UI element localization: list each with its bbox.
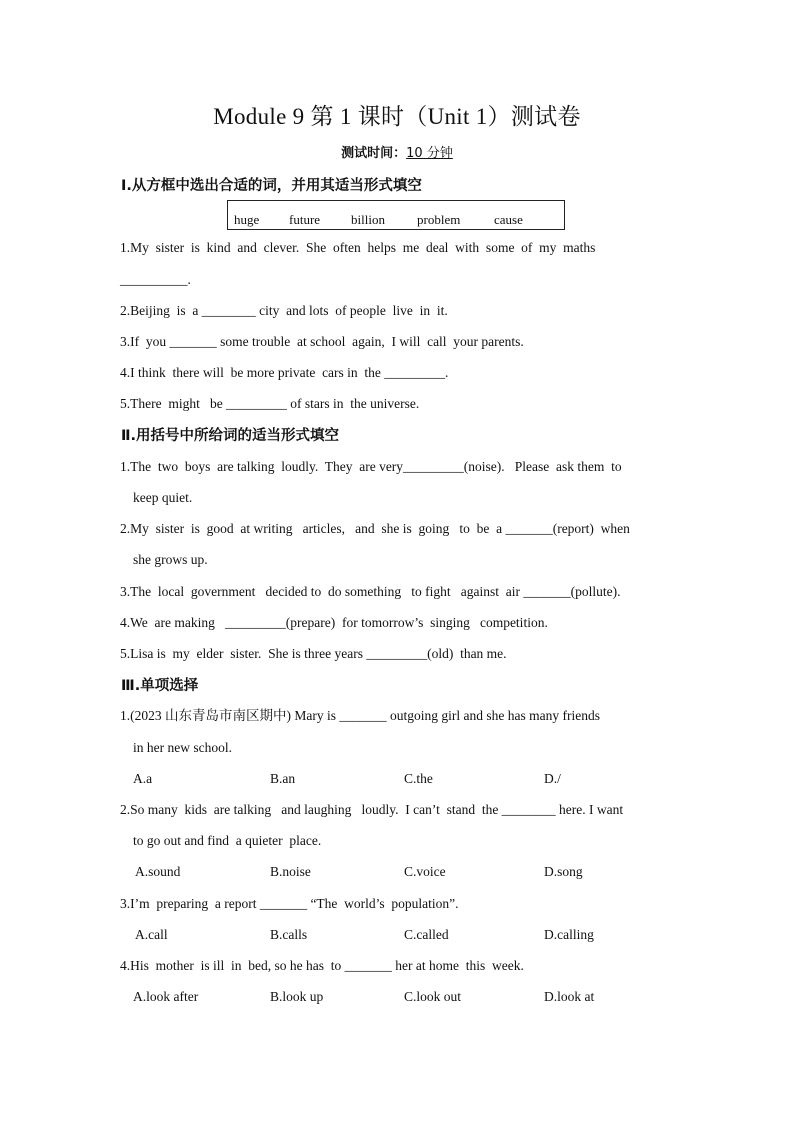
question-continuation: she grows up. [133,552,208,567]
question-line: 5.There might be _________ of stars in the universe. [120,396,420,411]
option-c: C.voice [404,864,446,879]
question-line: 4.We are making _________(prepare) for tomorrow’s singing competition. [120,615,548,630]
test-time-value: 10 分钟 [406,146,453,161]
test-time [0,145,794,163]
page-title: Module 9 第 1 课时（Unit 1）测试卷 [213,104,581,129]
word-box-item: future [289,212,321,227]
option-a: A.call [135,927,168,942]
question-line: 1.My sister is kind and clever. She often helps me deal with some of my maths [120,240,596,255]
option-a: A.look after [133,989,199,1004]
word-box-item: billion [351,212,385,227]
section-2-heading: Ⅱ.用括号中所给词的适当形式填空 [121,428,340,444]
question-continuation: in her new school. [133,740,232,755]
question-line: 3.The local government decided to do something to fight against air _______(pollute). [120,584,621,599]
option-a: A.a [133,771,153,786]
question-line: 5.Lisa is my elder sister. She is three years _________(old) than me. [120,646,507,661]
question-line: 2.So many kids are talking and laughing loudly. I can’t stand the ________ here. I want [120,802,624,817]
option-b: B.look up [270,989,324,1004]
word-box-item: huge [234,212,260,227]
section-3-heading: Ⅲ.单项选择 [121,678,199,694]
question-line: 4.I think there will be more private cars in the _________. [120,365,449,380]
word-box-item: problem [417,212,461,227]
option-d: D.look at [544,989,595,1004]
question-line: 3.If you _______ some trouble at school again, I will call your parents. [120,334,524,349]
option-a: A.sound [135,864,181,879]
question-line: 2.Beijing is a ________ city and lots of people live in it. [120,303,448,318]
word-box-item: cause [494,212,523,227]
option-c: C.look out [404,989,462,1004]
question-continuation: __________. [120,272,191,287]
option-b: B.calls [270,927,308,942]
word-box [227,200,565,230]
section-1-heading: Ⅰ.从方框中选出合适的词，并用其适当形式填空 [121,178,422,194]
question-continuation: keep quiet. [133,490,193,505]
option-d: D.song [544,864,583,879]
option-b: B.an [270,771,296,786]
question-line: 4.His mother is ill in bed, so he has to _______ her at home this week. [120,958,524,973]
option-c: C.the [404,771,433,786]
question-line: 1.The two boys are talking loudly. They are very_________(noise). Please ask them to [120,459,622,474]
test-time-label: 测试时间： [341,146,407,161]
question-continuation: to go out and find a quieter place. [133,833,322,848]
option-c: C.called [404,927,449,942]
question-line: 2.My sister is good at writing articles, and she is going to be a _______(report) when [120,521,630,536]
option-d: D./ [544,771,561,786]
question-line: 3.I’m preparing a report _______ “The world’s population”. [120,896,459,911]
option-d: D.calling [544,927,594,942]
option-b: B.noise [270,864,311,879]
question-line: 1.(2023 山东青岛市南区期中) Mary is _______ outgoing girl and she has many friends [120,708,600,723]
